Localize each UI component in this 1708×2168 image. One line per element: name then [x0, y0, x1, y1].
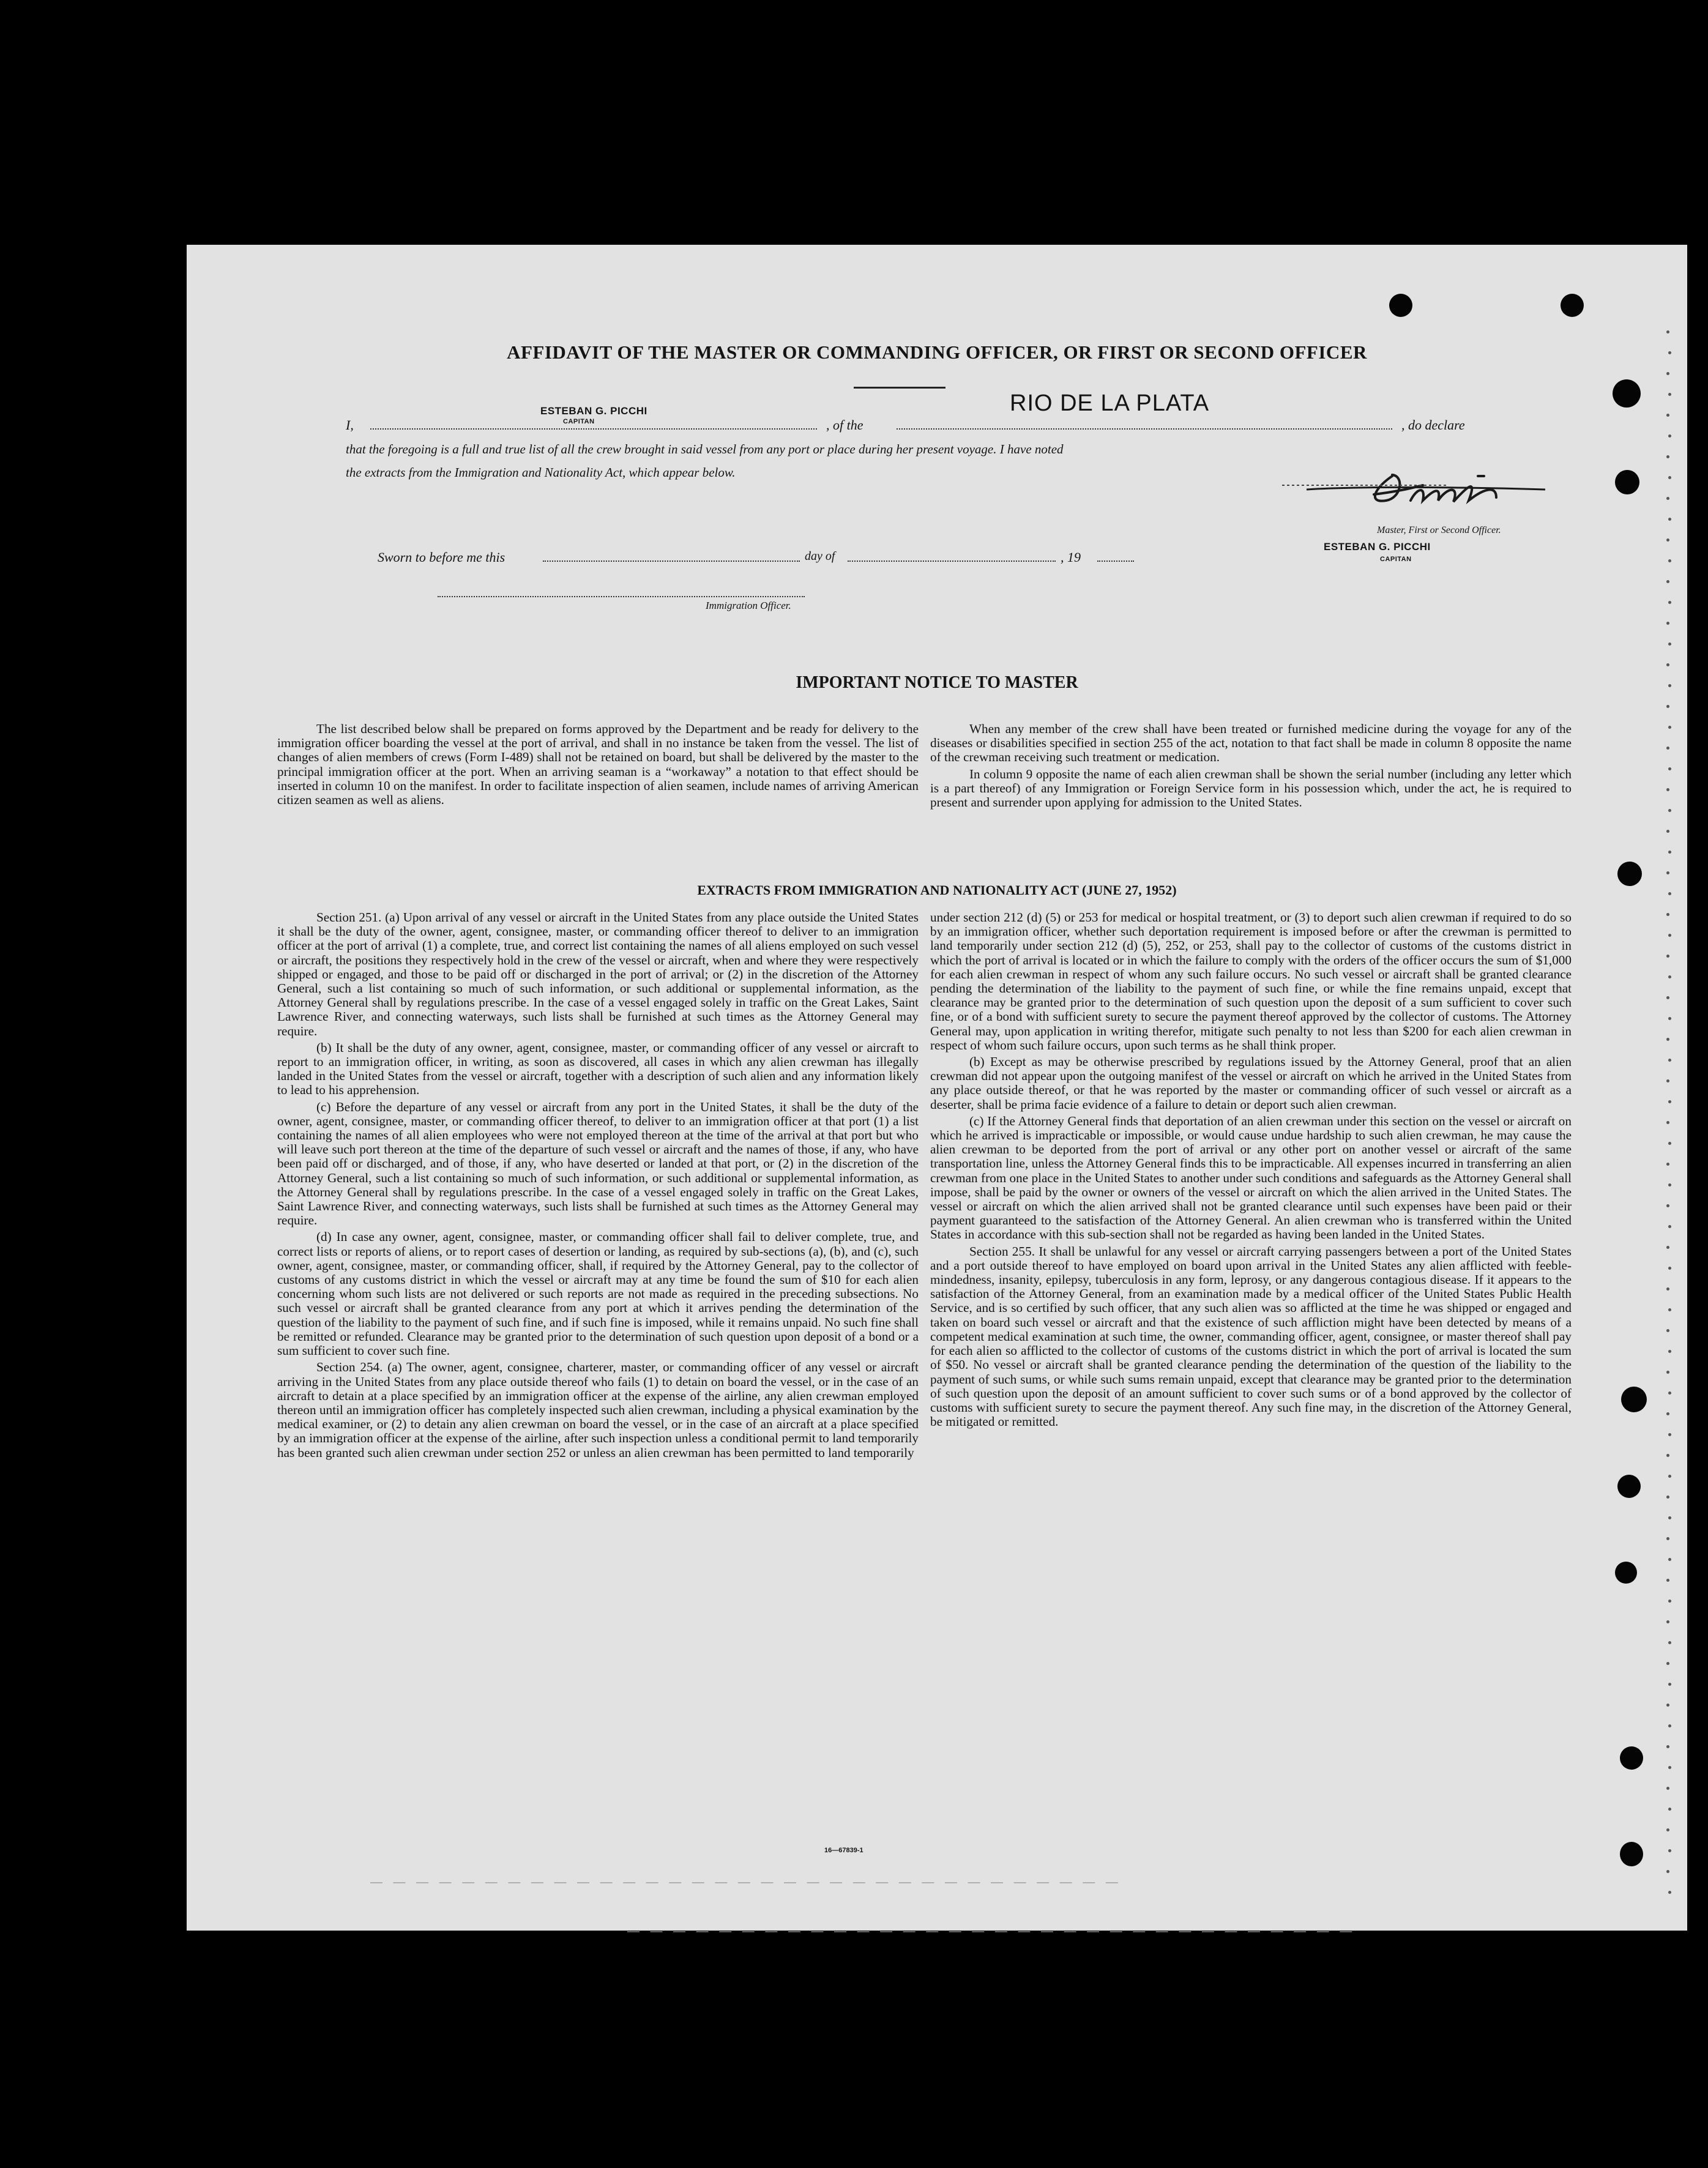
immigration-officer-field: [438, 585, 805, 601]
dotted-line: [543, 549, 800, 562]
dotted-line: [438, 585, 805, 597]
pinfeed-dot: [1668, 1600, 1671, 1603]
pinfeed-dot: [1666, 1038, 1669, 1041]
day-of-label: day of: [805, 549, 835, 563]
pinfeed-dot: [1666, 663, 1669, 666]
pinfeed-dot: [1668, 1724, 1671, 1727]
pinfeed-dot: [1666, 1496, 1669, 1499]
pinfeed-dot: [1666, 330, 1669, 333]
pinfeed-dot: [1666, 622, 1669, 625]
punch-hole: [1615, 1562, 1637, 1584]
pinfeed-dot: [1666, 705, 1669, 708]
pinfeed-dot: [1666, 1870, 1669, 1873]
pinfeed-dot: [1666, 1204, 1669, 1207]
pinfeed-dot: [1666, 1704, 1669, 1707]
notice-left-column: [277, 722, 919, 807]
pinfeed-dot: [1668, 851, 1671, 854]
extracts-right-column: [930, 911, 1572, 1429]
pinfeed-dot: [1668, 1641, 1671, 1644]
extract-paragraph: (b) Except as may be otherwise prescribed by regulations issued by the Attorney General, proof that an alien crewman did not appear upon the outgoing manifest of the vessel or aircraft on which he arrived in the United States from any place outside thereof, or that he was reported by the master or commanding officer of such vessel or aircraft as a deserter, shall be prima facie evidence of a failure to detain or deport such alien crewman.: [930, 1054, 1572, 1112]
declaration-line-2: the extracts from the Immigration and Nationality Act, which appear below.: [346, 465, 736, 480]
pinfeed-dot: [1666, 1412, 1669, 1415]
extract-paragraph: Section 251. (a) Upon arrival of any vessel or aircraft in the United States from any place outside the United States it shall be the duty of the owner, agent, consignee, master, or commanding officer thereof to deliver to an immigration officer at the port of arrival (1) a complete, true, and correct list containing the names of all aliens employed on such vessel or aircraft, the positions they respectively hold in the crew of the vessel or aircraft, when and where they were respectively shipped or engaged, and those to be paid off or discharged in the port of arrival; or (2) in the discretion of the Attorney General, such a list containing so much of such information, or such additional or supplemental information, as the Attorney General shall by regulations prescribe. In the case of a vessel engaged solely in traffic on the Great Lakes, Saint Lawrence River, and connecting waterways, such lists shall be furnished at such times as the Attorney General may require.: [277, 910, 919, 1038]
pinfeed-dot: [1666, 1246, 1669, 1249]
pinfeed-dot: [1668, 1808, 1671, 1811]
punch-hole: [1621, 1387, 1647, 1412]
pinfeed-dot: [1668, 1475, 1671, 1478]
pinfeed-dot: [1666, 497, 1669, 500]
pinfeed-dot: [1668, 1059, 1671, 1062]
punch-hole: [1620, 1746, 1643, 1770]
punch-hole: [1620, 1842, 1643, 1866]
pinfeed-dot: [1666, 414, 1669, 417]
vessel-field: [897, 417, 1392, 433]
pinfeed-dot: [1666, 1121, 1669, 1124]
pinfeed-dot: [1668, 1225, 1671, 1228]
pinfeed-dot: [1668, 1516, 1671, 1519]
pinfeed-dot: [1668, 1267, 1671, 1270]
punch-hole: [1613, 379, 1641, 408]
pinfeed-dot: [1668, 476, 1671, 479]
pinfeed-dot: [1668, 1766, 1671, 1769]
punch-hole: [1389, 294, 1412, 317]
pinfeed-dot: [1668, 975, 1671, 978]
extract-paragraph: (c) If the Attorney General finds that deportation of an alien crewman under this section on the vessel or aircraft on which he arrived is impracticable or impossible, or would cause undue hardship to such alien crewman, he may cause the alien crewman to be deported from the port of arrival or any other port on another vessel or aircraft of the same transportation line, unless the Attorney General finds this to be impracticable. All expenses incurred in transferring an alien crewman from one place in the United States to another under such conditions and safeguards as the Attorney General shall impose, shall be paid by the owner or owners of the vessel or aircraft on which the alien arrived in the United States. The vessel or aircraft on which the alien arrived shall not be granted clearance until such expenses have been paid or their payment guaranteed to the satisfaction of the Attorney General. An alien crewman who is transferred within the United States in accordance with this sub-section shall not be regarded as having been landed in the United States.: [930, 1113, 1572, 1242]
pinfeed-dot: [1668, 1017, 1671, 1020]
pinfeed-dot: [1668, 1391, 1671, 1395]
pinfeed-dot: [1668, 1100, 1671, 1103]
punch-hole: [1617, 1475, 1641, 1498]
extract-paragraph: Section 255. It shall be unlawful for any vessel or aircraft carrying passengers between a port of the United States and a port outside thereof to have employed on board upon arrival in the United States any alien afflicted with feeble-mindedness, insanity, epilepsy, tuberculosis in any form, leprosy, or any dangerous contagious disease. If it appears to the satisfaction of the Attorney General, from an examination made by a medical officer of the United States Public Health Service, and is so certified by such officer, that any such alien was so afflicted at the time he was shipped or engaged and taken on board such vessel or aircraft and that the existence of such affliction might have been detected by means of a competent medical examination at such time, the owner, commanding officer, agent, consignee, or master thereof shall pay for each alien so afflicted to the collector of customs of the customs district in which the port of arrival is located the sum of $50. No vessel or aircraft shall be granted clearance pending the determination of the question of the liability to the payment of such sums, or while such sums remain unpaid, except that clearance may be granted prior to the determination of such question upon the deposit of an amount sufficient to cover such sums or of a bond approved by the collector of customs with sufficient surety to secure the payment thereof. Any such fine may, in the discretion of the Attorney General, be mitigated or remitted.: [930, 1243, 1572, 1429]
pinfeed-dot: [1666, 830, 1669, 833]
pinfeed-dot: [1668, 934, 1671, 937]
pinfeed-dot: [1668, 601, 1671, 604]
extracts-left-column: [277, 911, 919, 1460]
pinfeed-dot: [1666, 996, 1669, 999]
pinfeed-dot: [1666, 1787, 1669, 1790]
title-underline: [854, 387, 945, 389]
pinfeed-dot: [1666, 871, 1669, 874]
pinfeed-dot: [1668, 559, 1671, 562]
handwritten-signature: [1190, 452, 1582, 519]
extract-paragraph: (c) Before the departure of any vessel or aircraft from any port in the United States, it shall be the duty of the owner, agent, consignee, master, or commanding officer thereof, to deliver to an immigration officer at that port (1) a list containing the names of all alien employees who were not employed thereon at the time of the arrival at that port but who will leave such port thereon at the time of the departure of such vessel or aircraft and the names of those, if any, who have been paid off or discharged, and of those, if any, who have deserted or landed at that port, or (2) in the discretion of the Attorney General, such a list containing so much of such information, or such additional or supplemental information, as the Attorney General shall by regulations prescribe. In the case of a vessel engaged solely in traffic on the Great Lakes, Saint Lawrence River, and connecting waterways, such lists shall be furnished at such times as the Attorney General may require.: [277, 1099, 919, 1228]
signer-title: CAPITAN: [563, 418, 595, 425]
pinfeed-dot: [1666, 1371, 1669, 1374]
pinfeed-dot: [1666, 913, 1669, 916]
pinfeed-dot: [1666, 1579, 1669, 1582]
pinfeed-dot: [1668, 1350, 1671, 1353]
dotted-line: [848, 549, 1056, 562]
sworn-month-field: [848, 549, 1056, 565]
pinfeed-dot: [1668, 393, 1671, 396]
extract-paragraph: (d) In case any owner, agent, consignee, master, or commanding officer shall fail to deliver complete, true, and correct lists or reports of aliens, or to report cases of desertion or landing, as required by sub-sections (a), (b), and (c), such owner, agent, consignee, master, or commanding officer, shall, if required by the Attorney General, pay to the collector of customs of any customs district in which the vessel or aircraft may at any time be found the sum of $10 for each alien concerning whom such lists are not delivered or such reports are not made as required in the preceding subsections. No such vessel or aircraft shall be granted clearance from any port at which it arrives pending the determination of the question of the liability to the payment of such fine, and if such fine is imposed, while it remains unpaid. No such fine shall be remitted or refunded. Clearance may be granted prior to the determination of such question upon deposit of a bond or a sum sufficient to cover such fine.: [277, 1229, 919, 1358]
pinfeed-dot: [1668, 1683, 1671, 1686]
notice-paragraph: In column 9 opposite the name of each alien crewman shall be shown the serial number (including any letter which is a part thereof) of any Immigration or Foreign Service form in his possession which, under the act, he is required to present and surrender upon applying for admission to the United States.: [930, 766, 1572, 810]
pinfeed-dot: [1666, 538, 1669, 542]
signer-name: ESTEBAN G. PICCHI: [540, 405, 647, 417]
pinfeed-dot: [1668, 1558, 1671, 1561]
year-label: , 19: [1061, 549, 1081, 565]
of-the-label: , of the: [826, 417, 863, 433]
pinfeed-dot: [1666, 1537, 1669, 1540]
pinfeed-dot: [1666, 1620, 1669, 1623]
pinfeed-dot: [1668, 643, 1671, 646]
notice-title: IMPORTANT NOTICE TO MASTER: [796, 673, 1078, 692]
signer-stamp-title: CAPITAN: [1380, 556, 1412, 563]
pinfeed-dot: [1668, 767, 1671, 770]
dotted-line: [1097, 549, 1134, 562]
pinfeed-dot: [1666, 955, 1669, 958]
pinfeed-dot: [1668, 1308, 1671, 1311]
sworn-day-field: [543, 549, 800, 565]
sworn-label: Sworn to before me this: [378, 549, 505, 565]
do-declare-label: , do declare: [1401, 417, 1465, 433]
notice-paragraph: The list described below shall be prepared on forms approved by the Department and be ready for delivery to the immigration officer boarding the vessel at the port of arrival, and shall in no instance be taken from the vessel. The list of changes of alien members of crews (Form I-489) shall not be retained on board, but shall be delivered by the master to the principal immigration officer at the port. When an arriving seaman is a “workaway” a notation to that effect should be inserted in column 10 on the manifest. In order to facilitate inspection of alien seamen, include names of arriving American citizen seamen as well as aliens.: [277, 721, 919, 808]
declaration-line-1: that the foregoing is a full and true list of all the crew brought in said vessel from any port or place during her present voyage. I have noted: [346, 442, 1064, 456]
pinfeed-dot: [1666, 372, 1669, 375]
pinfeed-dot: [1668, 726, 1671, 729]
pinfeed-dot: [1666, 1828, 1669, 1831]
bleed-through-text: — — — — — — — — — — — — — — — — — — — — — — — — — — — — — — — —: [627, 1924, 1356, 1938]
pinfeed-dot: [1668, 434, 1671, 438]
master-caption: Master, First or Second Officer.: [1377, 525, 1501, 535]
pinfeed-dot: [1666, 1329, 1669, 1332]
pinfeed-dot: [1666, 1745, 1669, 1748]
pinfeed-dot: [1668, 809, 1671, 812]
notice-right-column: [930, 722, 1572, 810]
pinfeed-dot: [1666, 1163, 1669, 1166]
extract-paragraph: Section 254. (a) The owner, agent, consignee, charterer, master, or commanding officer of any vessel or aircraft arriving in the United States from any place outside thereof who fails (1) to detain on board the vessel, or in the case of an aircraft to detain at a place specified by an immigration officer at the expense of the airline, any alien crewman employed thereon until an immigration officer has completely inspected such alien crewman, including a physical examination by the medical examiner, or (2) to detain any alien crewman on board the vessel, or in the case of an aircraft at a place specified by an immigration officer at the expense of the airline, after such inspection unless a conditional permit to land temporarily has been granted such alien crewman under section 252 or unless an alien crewman has been permitted to land temporarily: [277, 1360, 919, 1460]
pinfeed-dot: [1666, 747, 1669, 750]
punch-hole: [1561, 294, 1584, 317]
punch-hole: [1615, 470, 1639, 494]
signer-stamp-name: ESTEBAN G. PICCHI: [1324, 541, 1431, 553]
pinfeed-dot: [1668, 518, 1671, 521]
pinfeed-dot: [1666, 1662, 1669, 1665]
sworn-year-field: [1097, 549, 1134, 565]
pinfeed-dot: [1668, 1433, 1671, 1436]
pinfeed-dot: [1668, 1891, 1671, 1894]
pinfeed-dot: [1666, 580, 1669, 583]
pinfeed-dot: [1666, 1454, 1669, 1457]
notice-paragraph: When any member of the crew shall have been treated or furnished medicine during the voyage for any of the diseases or disabilities specified in section 255 of the act, notation to that fact shall be made in column 8 opposite the name of the crewman receiving such treatment or medication.: [930, 721, 1572, 765]
pronoun: I,: [346, 417, 354, 433]
pinfeed-dot: [1666, 455, 1669, 458]
extract-paragraph: under section 212 (d) (5) or 253 for medical or hospital treatment, or (3) to deport such alien crewman if required to do so by an immigration officer, whether such deportation requirement is imposed before or after the crewman is permitted to land temporarily under section 212 (d) (5), 252, or 253, shall pay to the collector of customs of the customs district in which the port of arrival is located or in which the failure to comply with the orders of the officer occurs the sum of $1,000 for each alien crewman in respect of whom any such failure occurs. No such vessel or aircraft shall be granted clearance pending the determination of the liability to the payment of such fine, or while the fine remains unpaid, except that clearance may be granted prior to the determination of such question upon the deposit of a sum sufficient to cover such fine, or of a bond with sufficient surety to secure the payment thereof approved by the collector of customs. The Attorney General may, upon application in writing therefor, mitigate such penalty to not less than $200 for each alien crewman in respect of whom such failure occurs, upon such terms as he shall think proper.: [930, 910, 1572, 1052]
extract-paragraph: (b) It shall be the duty of any owner, agent, consignee, master, or commanding officer of any vessel or aircraft to report to an immigration officer, in writing, as soon as discovered, all cases in which any alien crewman has illegally landed in the United States from the vessel or aircraft, together with a description of such alien and any information likely to lead to his apprehension.: [277, 1040, 919, 1098]
pinfeed-dot: [1668, 1849, 1671, 1852]
form-number: 16—67839-1: [824, 1847, 863, 1854]
pinfeed-dot: [1668, 1183, 1671, 1186]
pinfeed-dot: [1668, 1142, 1671, 1145]
declarant-line: [346, 417, 354, 433]
vessel-name: RIO DE LA PLATA: [1010, 390, 1210, 416]
affidavit-title: AFFIDAVIT OF THE MASTER OR COMMANDING OFFICER, OR FIRST OR SECOND OFFICER: [507, 341, 1367, 363]
immigration-officer-caption: Immigration Officer.: [706, 600, 791, 611]
dotted-line: [897, 417, 1392, 430]
extracts-title: EXTRACTS FROM IMMIGRATION AND NATIONALITY ACT (JUNE 27, 1952): [697, 882, 1177, 898]
pinfeed-dot: [1666, 1287, 1669, 1291]
pinfeed-dot: [1666, 788, 1669, 791]
pinfeed-dot: [1666, 1079, 1669, 1082]
document-sheet: [187, 245, 1687, 1938]
bleed-through-text: — — — — — — — — — — — — — — — — — — — — — — — — — — — — — — — — —: [370, 1876, 1122, 1889]
